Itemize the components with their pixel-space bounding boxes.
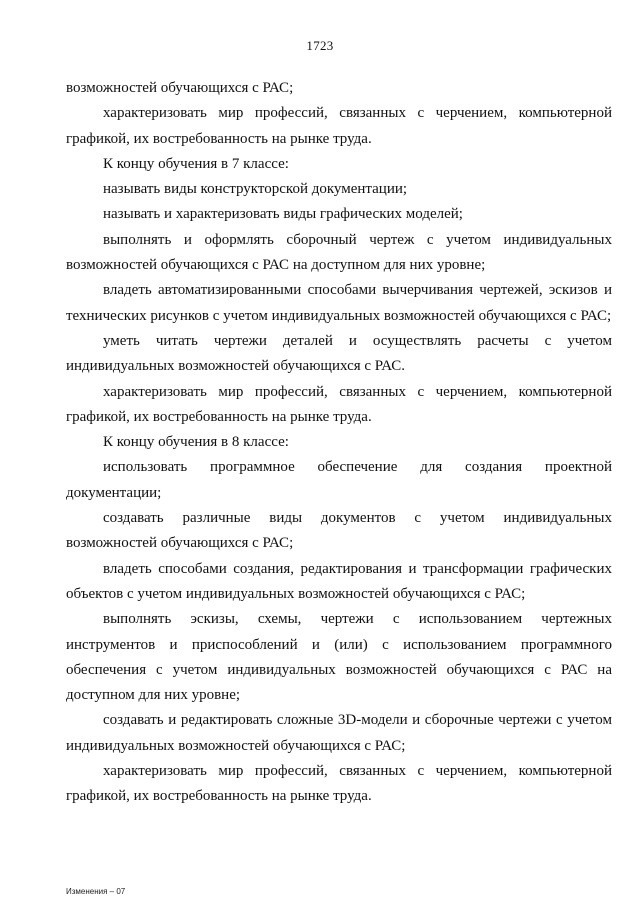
- paragraph: выполнять и оформлять сборочный чертеж с учетом индивидуальных возможностей обучающихся с РАС на доступном для них уровне;: [66, 231, 612, 274]
- paragraph: владеть автоматизированными способами вычерчивания чертежей, эскизов и технических рисунков с учетом индивидуальных возможностей обучающихся с РАС;: [66, 282, 612, 324]
- paragraph: создавать различные виды документов с учетом индивидуальных возможностей обучающихся с РАС;: [66, 510, 612, 552]
- paragraph: характеризовать мир профессий, связанных с черчением, компьютерной графикой, их востребованность на рынке труда.: [66, 383, 612, 425]
- footer-revision-note: Изменения – 07: [66, 887, 126, 896]
- paragraph: выполнять эскизы, схемы, чертежи с использованием чертежных инструментов и приспособлений и (или) с использованием программного обеспечения с учетом индивидуальных возможностей обучающихся с РАС на доступном для них уровне;: [66, 611, 612, 704]
- paragraph: характеризовать мир профессий, связанных с черчением, компьютерной графикой, их востребованность на рынке труда.: [66, 763, 612, 805]
- paragraph: владеть способами создания, редактирования и трансформации графических объектов с учетом индивидуальных возможностей обучающихся с РАС;: [66, 560, 612, 602]
- paragraph: называть виды конструкторской документации;: [103, 181, 408, 198]
- page-number: 1723: [306, 38, 334, 53]
- paragraph: возможностей обучающихся с РАС;: [66, 80, 294, 96]
- paragraph: называть и характеризовать виды графических моделей;: [103, 206, 463, 223]
- paragraph: К концу обучения в 7 классе:: [103, 155, 289, 172]
- document-body: [66, 76, 612, 810]
- paragraph: использовать программное обеспечение для создания проектной документации;: [66, 459, 612, 501]
- paragraph: уметь читать чертежи деталей и осуществлять расчеты с учетом индивидуальных возможностей обучающихся с РАС.: [66, 332, 612, 375]
- paragraph: К концу обучения в 8 классе:: [103, 434, 289, 451]
- paragraph: характеризовать мир профессий, связанных с черчением, компьютерной графикой, их востребованность на рынке труда.: [66, 105, 612, 147]
- paragraph: создавать и редактировать сложные 3D-модели и сборочные чертежи с учетом индивидуальных возможностей обучающихся с РАС;: [66, 712, 612, 754]
